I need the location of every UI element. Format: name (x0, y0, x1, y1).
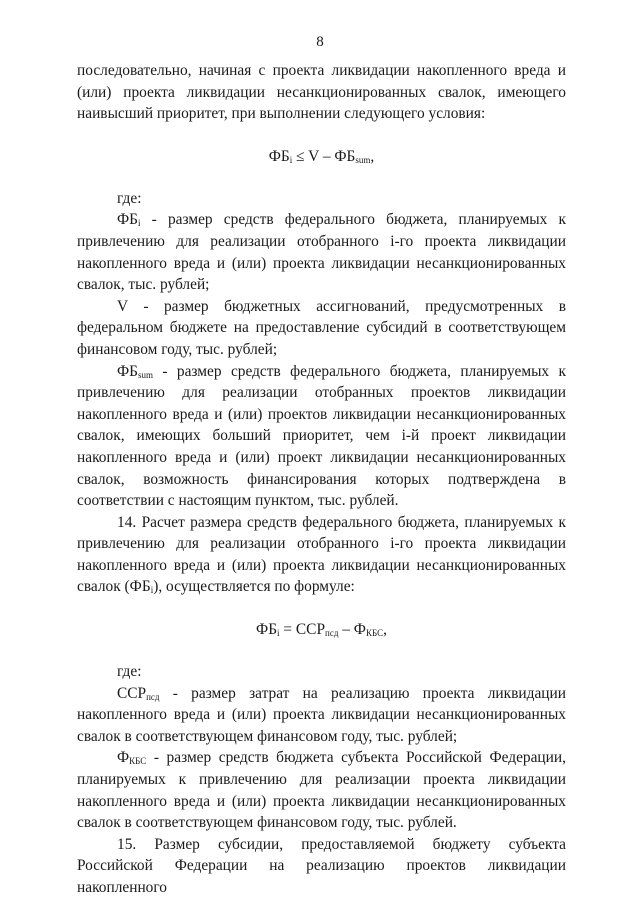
paragraph-continuation: последовательно, начиная с проекта ликвидации накопленного вреда и (или) проекта ликвидации несанкционированных свалок, имеющего наивысший приоритет, при выполнении следующего условия: (77, 62, 566, 123)
definition-fb-i: $ФБ_i$ - размер средств федерального бюджета, планируемых к привлечению для реализации отобранного i-го проекта ликвидации накопленного вреда и (или) проекта ликвидации несанкционированных свалок, тыс. рублей; (77, 211, 566, 294)
paragraph-15: 15. Размер субсидии, предоставляемой бюджету субъекта Российской Федерации на реализацию проектов ликвидации накопленного (77, 835, 566, 896)
definition-f-kbs: $Ф_{КБС}$ - размер средств бюджета субъекта Российской Федерации, планируемых к привлечению для реализации проекта ликвидации накопленного вреда и (или) проекта ликвидации несанкционированных свалок в соответствующем финансовом году, тыс. рублей. (77, 749, 566, 832)
where-label: где: (117, 189, 142, 207)
paragraph-14: 14. Расчет размера средств федерального бюджета, планируемых к привлечению для реализации отобранного i-го проекта ликвидации накопленного вреда и (или) проекта ликвидации несанкционированных свалок $(ФБ_i)$, осуществляется по формуле: (77, 513, 566, 596)
definition-fb-sum: $ФБ_{sum}$ - размер средств федерального бюджета, планируемых к привлечению для реализации отобранных проектов ликвидации накопленного вреда и (или) проектов ликвидации несанкционированных свалок, имеющих больший приоритет, чем i-й проект ликвидации накопленного вреда и (или) проект ликвидации несанкционированных свалок, возможность финансирования которых подтверждена в соответствии с настоящим пунктом, тыс. рублей. (77, 362, 566, 510)
document-body (77, 60, 566, 899)
formula-condition: $ФБ_i \le V - ФБ_{sum}$, (268, 147, 375, 165)
where-label: где: (117, 663, 142, 681)
page-number: 8 (316, 34, 324, 50)
definition-v: V - размер бюджетных ассигнований, предусмотренных в федеральном бюджете на предоставление субсидий в соответствующем финансовом году, тыс. рублей; (77, 297, 566, 358)
definition-ssr-psd: $ССР_{псд}$ - размер затрат на реализацию проекта ликвидации накопленного вреда и (или) проекта ликвидации несанкционированных свалок в соответствующем финансовом году, тыс. рублей; (77, 684, 566, 745)
formula-fb-i: $ФБ_i = ССР_{псд} - Ф_{КБС}$, (256, 621, 387, 639)
